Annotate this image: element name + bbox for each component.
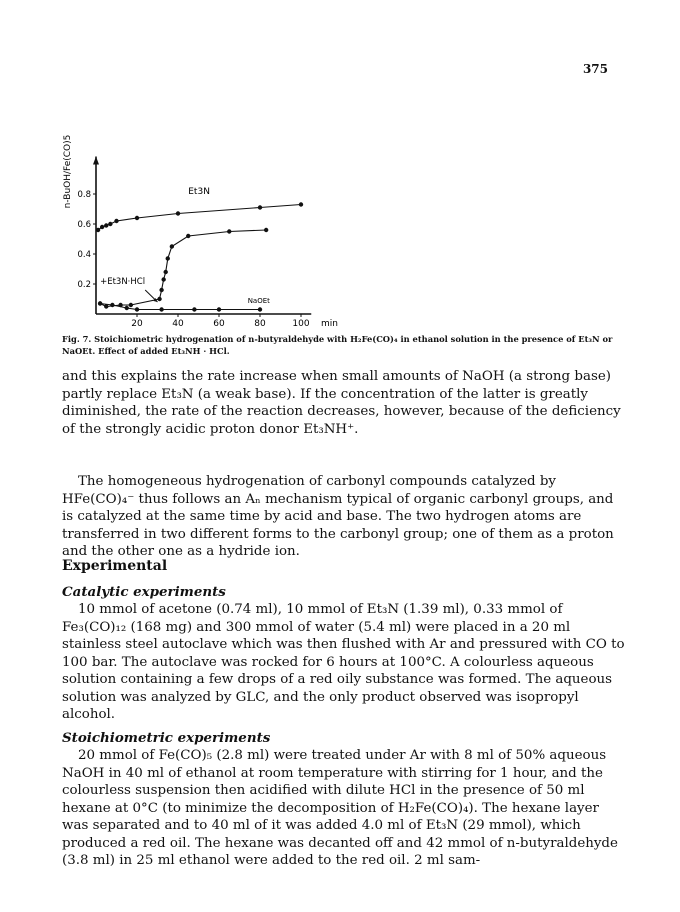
series-line bbox=[100, 230, 266, 307]
y-tick-label: 0.8 bbox=[77, 190, 91, 200]
data-point bbox=[135, 307, 139, 311]
x-unit-label: min bbox=[321, 319, 338, 329]
catalytic-text: 10 mmol of acetone (0.74 ml), 10 mmol of Et₃N (1.39 ml), 0.33 mmol of Fe₃(CO)₁₂ (168 mg) and 300 mmol of water (5.4 ml) were placed in a 20 ml stainless steel autoclave which was then flushed with Ar and pressured with CO to 100 bar. The autoclave was rocked for 6 hours at 100°C. A colourless aqueous solution containing a few drops of a red oily substance was formed. The aqueous solution was analyzed by GLC, and the only product observed was isopropyl alcohol. bbox=[62, 602, 625, 722]
data-point bbox=[135, 216, 139, 220]
stoichiometric-paragraph bbox=[62, 747, 627, 870]
y-tick-label: 0.6 bbox=[77, 220, 91, 230]
hydrogenation-text: The homogeneous hydrogenation of carbonyl compounds catalyzed by HFe(CO)₄⁻ thus follows an Aₙ mechanism typical of organic carbonyl groups, and is catalyzed at the same time by acid and base. The two hydrogen atoms are transferred in two different forms to the carbonyl group; one of them as a proton and the other one as a hydride ion. bbox=[62, 474, 614, 559]
data-point bbox=[157, 297, 161, 301]
data-point bbox=[166, 256, 170, 260]
data-point bbox=[299, 202, 303, 206]
data-point bbox=[227, 229, 231, 233]
chart-labels bbox=[100, 187, 270, 305]
data-point bbox=[110, 303, 114, 307]
series-line bbox=[98, 205, 301, 231]
data-point bbox=[264, 228, 268, 232]
y-tick-label: 0.2 bbox=[77, 280, 91, 290]
data-point bbox=[159, 307, 163, 311]
y-axis-arrow bbox=[93, 157, 99, 165]
annotation-et3n: Et3N bbox=[188, 187, 210, 197]
stoichiometric-heading: Stoichiometric experiments bbox=[62, 730, 271, 746]
data-point bbox=[114, 219, 118, 223]
data-point bbox=[98, 301, 102, 305]
y-axis-label: n-BuOH/Fe(CO)5 bbox=[63, 134, 73, 209]
data-point bbox=[104, 223, 108, 227]
data-point bbox=[125, 306, 129, 310]
catalytic-paragraph bbox=[62, 601, 627, 724]
data-point bbox=[108, 222, 112, 226]
figure-caption: Fig. 7. Stoichiometric hydrogenation of n-butyraldehyde with H₂Fe(CO)₄ in ethanol solution in the presence of Et₃N or NaOEt. Effect of added Et₃NH · HCl. bbox=[62, 334, 613, 356]
y-tick-label: 0.4 bbox=[77, 250, 91, 260]
data-point bbox=[186, 234, 190, 238]
x-tick-label: 80 bbox=[254, 319, 266, 329]
data-point bbox=[217, 307, 221, 311]
series-2 bbox=[98, 301, 262, 311]
page-number: 375 bbox=[582, 62, 608, 76]
chart-axes bbox=[63, 135, 338, 329]
catalytic-heading: Catalytic experiments bbox=[62, 584, 226, 600]
data-point bbox=[96, 228, 100, 232]
intro-text: and this explains the rate increase when small amounts of NaOH (a strong base) partly replace Et₃N (a weak base). If the concentration of the latter is greatly diminished, the rate of the reaction decreases, however, because of the deficiency of the strongly acidic proton donor Et₃NH⁺. bbox=[62, 369, 621, 437]
x-tick-label: 20 bbox=[131, 319, 143, 329]
chart-series bbox=[96, 202, 303, 311]
data-point bbox=[192, 307, 196, 311]
figure-7-chart bbox=[60, 84, 360, 329]
intro-paragraph bbox=[62, 368, 627, 438]
data-point bbox=[100, 225, 104, 229]
data-point bbox=[258, 205, 262, 209]
data-point bbox=[129, 303, 133, 307]
annotation-et3n-hcl: +Et3N·HCl bbox=[100, 277, 146, 287]
annotation-naoet: NaOEt bbox=[247, 296, 270, 305]
series-line bbox=[100, 304, 260, 310]
x-tick-label: 60 bbox=[213, 319, 225, 329]
data-point bbox=[258, 307, 262, 311]
data-point bbox=[159, 288, 163, 292]
data-point bbox=[176, 211, 180, 215]
series-0 bbox=[96, 202, 303, 232]
data-point bbox=[164, 270, 168, 274]
data-point bbox=[170, 244, 174, 248]
hydrogenation-paragraph bbox=[62, 473, 627, 561]
data-point bbox=[161, 277, 165, 281]
stoichiometric-text: 20 mmol of Fe(CO)₅ (2.8 ml) were treated under Ar with 8 ml of 50% aqueous NaOH in 40 ml of ethanol at room temperature with stirring for 1 hour, and the colourless suspension then acidified with dilute HCl in the presence of 50 ml hexane at 0°C (to minimize the decomposition of H₂Fe(CO)₄). The hexane layer was separated and to 40 ml of it was added 4.0 ml of Et₃N (29 mmol), which produced a red oil. The hexane was decanted off and 42 mmol of n-butyraldehyde (3.8 ml) in 25 ml ethanol were added to the red oil. 2 ml sam- bbox=[62, 748, 618, 868]
x-tick-label: 40 bbox=[172, 319, 184, 329]
experimental-heading: Experimental bbox=[62, 558, 168, 574]
x-tick-label: 100 bbox=[292, 319, 310, 329]
series-1 bbox=[98, 228, 268, 309]
